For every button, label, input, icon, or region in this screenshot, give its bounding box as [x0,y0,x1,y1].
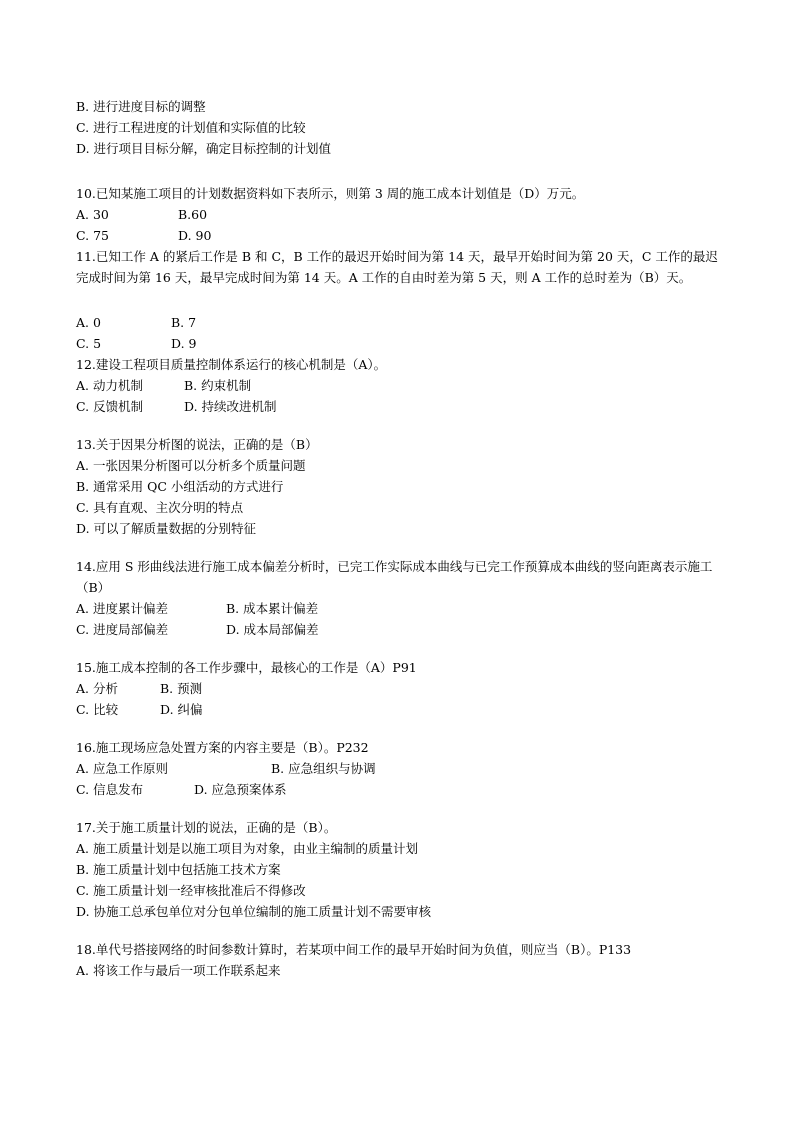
question-15-option-b: B. 预测 [160,681,203,696]
question-11-options-row-2 [76,333,720,354]
question-11-options-row-1 [76,312,720,333]
question-18: 18.单代号搭接网络的时间参数计算时，若某项中间工作的最早开始时间为负值，则应当（B）。P133 [76,942,632,957]
question-11-option-b: B. 7 [171,315,197,330]
question-16-option-b: B. 应急组织与协调 [271,761,376,776]
question-10-option-b: B.60 [178,207,208,222]
question-11-option-d: D. 9 [171,336,197,351]
question-12-option-c: C. 反馈机制 [76,399,144,414]
question-16-options-row-1 [76,758,720,779]
question-11-option-a: A. 0 [76,315,101,330]
question-10-option-d: D. 90 [178,228,212,243]
question-14: 14.应用 S 形曲线法进行施工成本偏差分析时，已完工作实际成本曲线与已完工作预算成本曲线的竖向距离表示施工（B） [76,559,713,595]
question-18-option-a: A. 将该工作与最后一项工作联系起来 [76,963,281,978]
question-14-options-row-1 [76,598,720,619]
question-10-option-c: C. 75 [76,228,109,243]
document-content [76,96,720,981]
question-17: 17.关于施工质量计划的说法，正确的是（B）。 [76,820,337,835]
question-17-option-c: C. 施工质量计划一经审核批准后不得修改 [76,883,306,898]
question-12-option-d: D. 持续改进机制 [184,399,277,414]
question-14-option-c: C. 进度局部偏差 [76,622,169,637]
option-b: B. 进行进度目标的调整 [76,99,206,114]
question-10-options-row-1 [76,204,720,225]
question-14-option-a: A. 进度累计偏差 [76,601,168,616]
question-13-option-d: D. 可以了解质量数据的分别特征 [76,521,257,536]
question-10-option-a: A. 30 [76,207,109,222]
question-17-option-d: D. 协施工总承包单位对分包单位编制的施工质量计划不需要审核 [76,904,432,919]
question-11-option-c: C. 5 [76,336,102,351]
question-10: 10.已知某施工项目的计划数据资料如下表所示，则第 3 周的施工成本计划值是（D）万元。 [76,186,585,201]
question-16-option-d: D. 应急预案体系 [194,782,287,797]
question-17-option-b: B. 施工质量计划中包括施工技术方案 [76,862,281,877]
question-15-option-c: C. 比较 [76,702,119,717]
question-14-options-row-2 [76,619,720,640]
question-13-option-a: A. 一张因果分析图可以分析多个质量问题 [76,458,306,473]
option-c: C. 进行工程进度的计划值和实际值的比较 [76,120,306,135]
question-13-option-b: B. 通常采用 QC 小组活动的方式进行 [76,479,284,494]
question-10-options-row-2 [76,225,720,246]
question-12-options-row-1 [76,375,720,396]
question-15-options-row-1 [76,678,720,699]
question-14-option-d: D. 成本局部偏差 [226,622,319,637]
question-14-option-b: B. 成本累计偏差 [226,601,319,616]
question-12: 12.建设工程项目质量控制体系运行的核心机制是（A）。 [76,357,387,372]
question-15-options-row-2 [76,699,720,720]
question-16: 16.施工现场应急处置方案的内容主要是（B）。P232 [76,740,369,755]
question-12-option-a: A. 动力机制 [76,378,143,393]
question-16-option-a: A. 应急工作原则 [76,761,168,776]
question-12-option-b: B. 约束机制 [184,378,252,393]
question-17-option-a: A. 施工质量计划是以施工项目为对象，由业主编制的质量计划 [76,841,418,856]
question-15-option-d: D. 纠偏 [160,702,203,717]
question-11: 11.已知工作 A 的紧后工作是 B 和 C，B 工作的最迟开始时间为第 14 天，最早开始时间为第 20 天，C 工作的最迟完成时间为第 16 天，最早完成时间为第 14 天。A 工作的自由时差为第 5 天，则 A 工作的总时差为（B）天。 [76,249,718,285]
question-13-option-c: C. 具有直观、主次分明的特点 [76,500,244,515]
question-12-options-row-2 [76,396,720,417]
question-16-option-c: C. 信息发布 [76,782,144,797]
question-15: 15.施工成本控制的各工作步骤中，最核心的工作是（A）P91 [76,660,417,675]
question-16-options-row-2 [76,779,720,800]
question-13: 13.关于因果分析图的说法，正确的是（B） [76,437,318,452]
option-d: D. 进行项目目标分解，确定目标控制的计划值 [76,141,332,156]
question-15-option-a: A. 分析 [76,681,118,696]
